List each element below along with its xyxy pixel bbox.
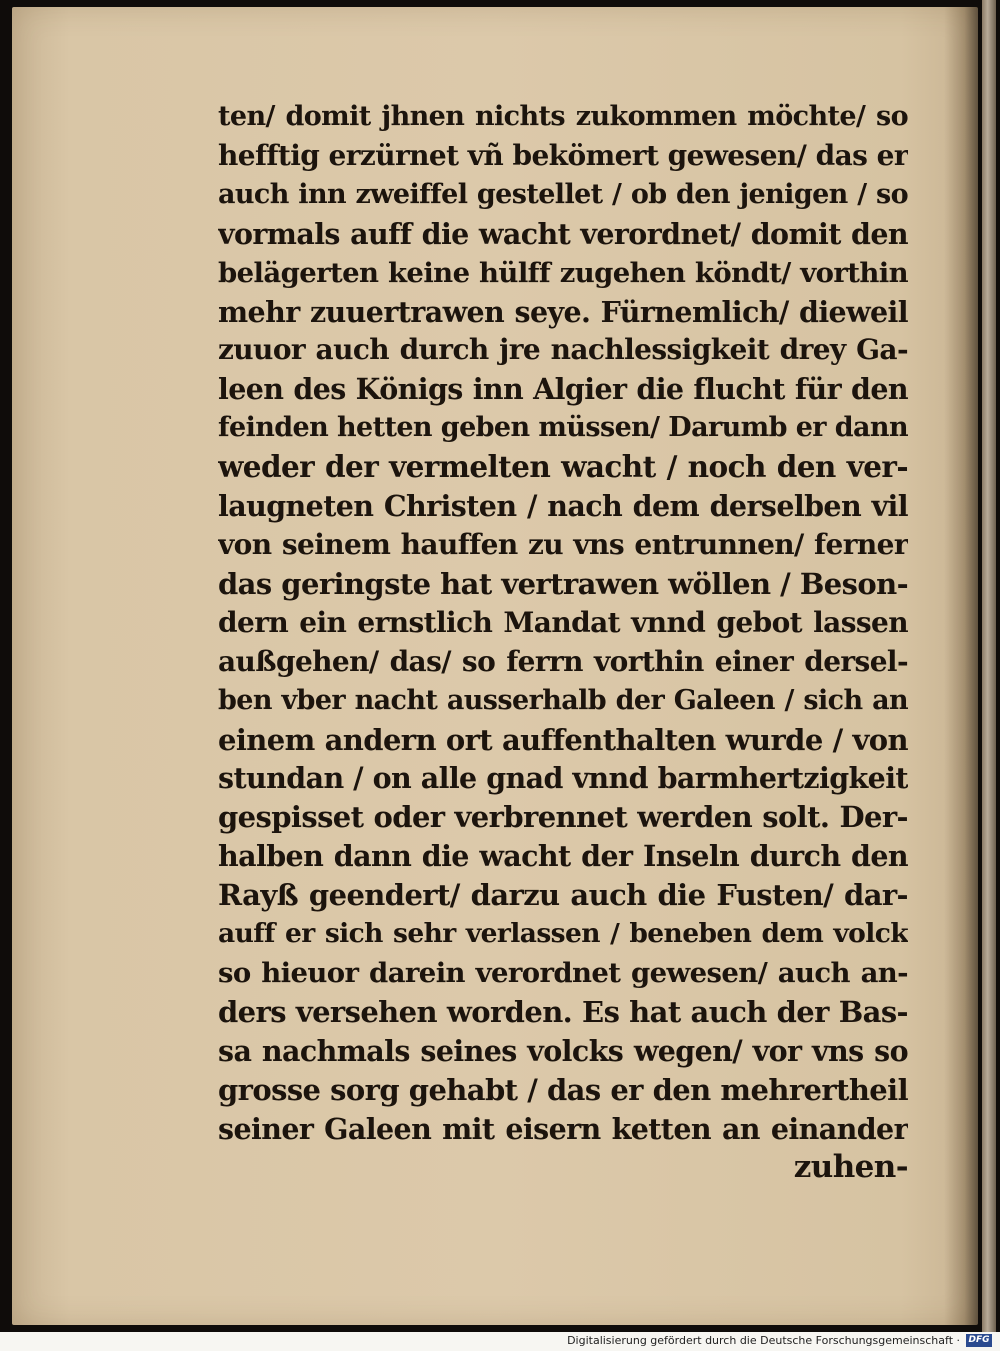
funding-credit: Digitalisierung gefördert durch die Deutsche Forschungsgemeinschaft · xyxy=(567,1334,960,1347)
text-line: so hieuor darein verordnet gewesen/ auch an- xyxy=(218,956,908,989)
footer-bar xyxy=(0,1332,1000,1351)
text-line: auff er sich sehr verlassen / beneben dem volck xyxy=(218,918,908,950)
text-line: seiner Galeen mit eisern ketten an einander xyxy=(218,1111,908,1146)
text-line: belägerten keine hülff zugehen köndt/ vorthin xyxy=(218,256,908,289)
text-line: auch inn zweiffel gestellet / ob den jenigen / so xyxy=(218,178,908,210)
text-line: dern ein ernstlich Mandat vnnd gebot lassen xyxy=(218,605,908,639)
text-line: stundan / on alle gnad vnnd barmhertzigkeit xyxy=(218,761,908,796)
text-line: ben vber nacht ausserhalb der Galeen / sich an xyxy=(218,684,908,716)
text-line: hefftig erzürnet vñ bekömert gewesen/ das er xyxy=(218,138,908,172)
text-line: einem andern ort auffenthalten wurde / von xyxy=(218,722,908,757)
text-line: ders versehen worden. Es hat auch der Bas- xyxy=(218,994,908,1029)
text-line: mehr zuuertrawen seye. Fürnemlich/ dieweil xyxy=(218,294,908,329)
page-spine-shadow xyxy=(944,7,978,1325)
text-line: sa nachmals seines volcks wegen/ vor vns so xyxy=(218,1033,908,1068)
dfg-logo: DFG xyxy=(966,1334,992,1347)
text-line: zuuor auch durch jre nachlessigkeit drey Ga- xyxy=(218,333,908,367)
text-line: außgehen/ das/ so ferrn vorthin einer dersel- xyxy=(218,644,908,678)
page-text xyxy=(218,98,908,1187)
text-line: vormals auff die wacht verordnet/ domit den xyxy=(218,216,908,251)
text-line: feinden hetten geben müssen/ Darumb er dann xyxy=(218,412,908,444)
text-line: grosse sorg gehabt / das er den mehrertheil xyxy=(218,1072,908,1107)
text-line: halben dann die wacht der Inseln durch den xyxy=(218,839,908,874)
text-line: ten/ domit jhnen nichts zukommen möchte/ so xyxy=(218,101,908,132)
text-line: von seinem hauffen zu vns entrunnen/ ferner xyxy=(218,527,908,561)
text-line: Rayß geendert/ darzu auch die Fusten/ dar- xyxy=(218,878,908,913)
text-line: gespisset oder verbrennet werden solt. Der- xyxy=(218,800,908,835)
text-line: das geringste hat vertrawen wöllen / Beson- xyxy=(218,566,908,601)
catchword: zuhen- xyxy=(793,1149,908,1186)
text-line: leen des Königs inn Algier die flucht für den xyxy=(218,372,908,407)
page-edge xyxy=(982,0,996,1332)
text-line: weder der vermelten wacht / noch den ver- xyxy=(218,449,908,485)
text-line: laugneten Christen / nach dem derselben vil xyxy=(218,489,908,524)
